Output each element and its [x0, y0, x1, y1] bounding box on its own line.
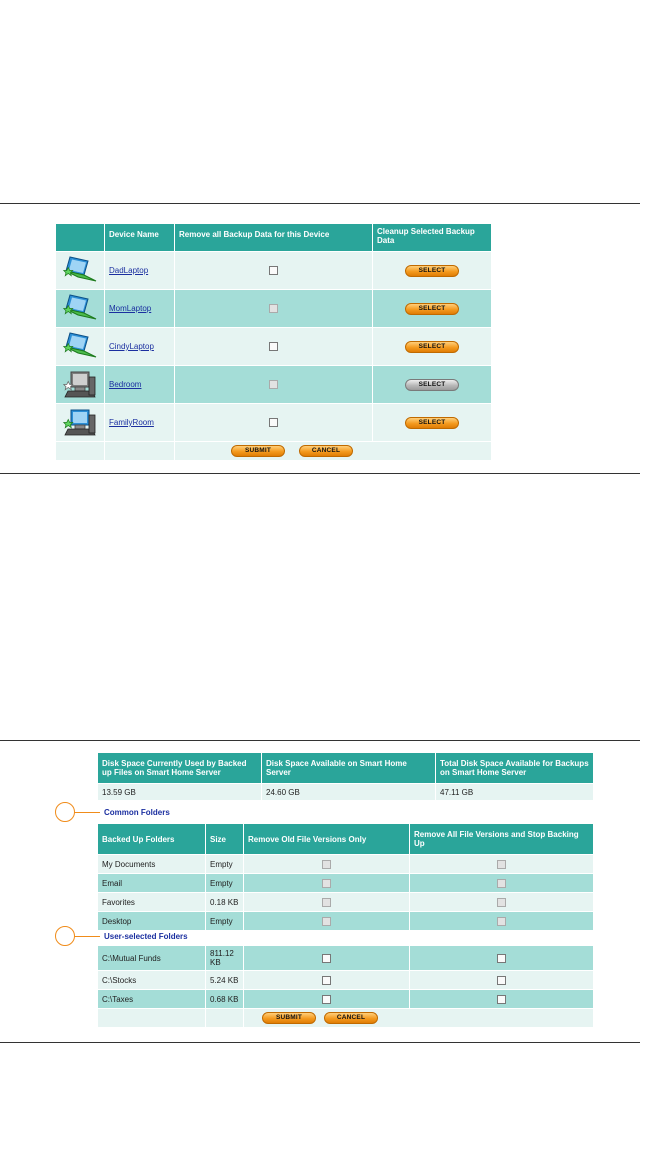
- remove-all-versions-checkbox[interactable]: [497, 898, 506, 907]
- submit-button[interactable]: SUBMIT: [231, 445, 285, 457]
- device-row: [56, 328, 492, 366]
- device-name-link[interactable]: FamilyRoom: [109, 418, 154, 427]
- remove-all-versions-checkbox[interactable]: [497, 995, 506, 1004]
- total-space-value: 47.11 GB: [436, 784, 594, 801]
- cancel-button[interactable]: CANCEL: [324, 1012, 378, 1024]
- remove-all-versions-checkbox[interactable]: [497, 860, 506, 869]
- device-name-cell: [105, 290, 175, 328]
- remove-old-checkbox[interactable]: [322, 954, 331, 963]
- remove-old-cell: [244, 893, 410, 912]
- remove-all-versions-cell: [410, 990, 594, 1009]
- common-folders-panel: [97, 823, 594, 931]
- folder-size: Empty: [206, 874, 244, 893]
- remove-all-versions-cell: [410, 855, 594, 874]
- folder-row: [98, 946, 594, 971]
- device-name-link[interactable]: CindyLaptop: [109, 342, 154, 351]
- folder-size: Empty: [206, 855, 244, 874]
- remove-all-cell: [175, 404, 373, 442]
- laptop-icon: [62, 255, 98, 287]
- disk-stats-panel: [97, 752, 594, 801]
- remove-all-cell: [175, 290, 373, 328]
- remove-old-cell: [244, 874, 410, 893]
- device-row: [56, 366, 492, 404]
- folder-name: C:\Mutual Funds: [98, 946, 206, 971]
- laptop-icon: [62, 331, 98, 363]
- remove-all-checkbox[interactable]: [269, 266, 278, 275]
- lower-top-divider: [0, 740, 640, 741]
- common-folders-table: [97, 823, 594, 931]
- bottom-divider: [0, 1042, 640, 1043]
- device-row: [56, 404, 492, 442]
- available-space-header: Disk Space Available on Smart Home Server: [262, 753, 436, 784]
- device-table: [55, 223, 492, 461]
- folder-size: 5.24 KB: [206, 971, 244, 990]
- empty-cell: [206, 1009, 244, 1028]
- remove-all-cell: [175, 366, 373, 404]
- remove-old-checkbox[interactable]: [322, 898, 331, 907]
- device-row: [56, 252, 492, 290]
- device-actions-row: [56, 442, 492, 461]
- remove-all-versions-cell: [410, 893, 594, 912]
- device-icon-cell: [56, 404, 105, 442]
- callout-marker-1: [55, 802, 75, 822]
- user-folders-panel: [97, 945, 594, 1028]
- remove-all-header: Remove all Backup Data for this Device: [175, 224, 373, 252]
- folder-row: [98, 874, 594, 893]
- empty-cell: [56, 442, 105, 461]
- select-button[interactable]: SELECT: [405, 341, 459, 353]
- remove-all-checkbox[interactable]: [269, 380, 278, 389]
- folder-size: 0.18 KB: [206, 893, 244, 912]
- middle-divider: [0, 473, 640, 474]
- used-space-header: Disk Space Currently Used by Backed up Files on Smart Home Server: [98, 753, 262, 784]
- folder-name: My Documents: [98, 855, 206, 874]
- remove-all-cell: [175, 328, 373, 366]
- device-name-link[interactable]: Bedroom: [109, 380, 142, 389]
- folder-row: [98, 893, 594, 912]
- remove-all-checkbox[interactable]: [269, 304, 278, 313]
- remove-all-versions-checkbox[interactable]: [497, 917, 506, 926]
- folder-actions-row: [98, 1009, 594, 1028]
- cancel-button[interactable]: CANCEL: [299, 445, 353, 457]
- empty-cell: [105, 442, 175, 461]
- common-folders-title: Common Folders: [104, 808, 170, 817]
- select-button[interactable]: SELECT: [405, 379, 459, 391]
- remove-all-cell: [175, 252, 373, 290]
- desktop-computer-icon: [62, 369, 98, 401]
- device-cleanup-panel: [55, 223, 492, 461]
- used-space-value: 13.59 GB: [98, 784, 262, 801]
- device-icon-cell: [56, 252, 105, 290]
- device-name-link[interactable]: MomLaptop: [109, 304, 152, 313]
- disk-stats-table: [97, 752, 594, 801]
- select-cell: [373, 290, 492, 328]
- remove-old-checkbox[interactable]: [322, 879, 331, 888]
- total-space-header: Total Disk Space Available for Backups on Smart Home Server: [436, 753, 594, 784]
- remove-all-versions-checkbox[interactable]: [497, 976, 506, 985]
- laptop-icon: [62, 293, 98, 325]
- remove-old-checkbox[interactable]: [322, 917, 331, 926]
- top-divider: [0, 203, 640, 204]
- device-name-header: Device Name: [105, 224, 175, 252]
- callout-line-2: [74, 936, 100, 937]
- remove-old-checkbox[interactable]: [322, 995, 331, 1004]
- remove-old-cell: [244, 855, 410, 874]
- available-space-value: 24.60 GB: [262, 784, 436, 801]
- folder-size: 811.12 KB: [206, 946, 244, 971]
- remove-old-cell: [244, 990, 410, 1009]
- device-icon-cell: [56, 328, 105, 366]
- device-name-link[interactable]: DadLaptop: [109, 266, 149, 275]
- remove-old-cell: [244, 912, 410, 931]
- device-icon-cell: [56, 290, 105, 328]
- remove-all-versions-checkbox[interactable]: [497, 954, 506, 963]
- remove-all-versions-cell: [410, 874, 594, 893]
- remove-all-versions-header: Remove All File Versions and Stop Backing Up: [410, 824, 594, 855]
- submit-button[interactable]: SUBMIT: [262, 1012, 316, 1024]
- folder-name: Desktop: [98, 912, 206, 931]
- folder-name: Favorites: [98, 893, 206, 912]
- remove-old-checkbox[interactable]: [322, 976, 331, 985]
- folder-row: [98, 971, 594, 990]
- actions-cell: [175, 442, 492, 461]
- callout-line-1: [74, 812, 100, 813]
- remove-all-versions-cell: [410, 946, 594, 971]
- device-name-cell: [105, 328, 175, 366]
- user-folders-title: User-selected Folders: [104, 932, 188, 941]
- remove-old-checkbox[interactable]: [322, 860, 331, 869]
- folders-header: Backed Up Folders: [98, 824, 206, 855]
- device-row: [56, 290, 492, 328]
- folder-name: Email: [98, 874, 206, 893]
- empty-cell: [98, 1009, 206, 1028]
- remove-old-header: Remove Old File Versions Only: [244, 824, 410, 855]
- folder-size: 0.68 KB: [206, 990, 244, 1009]
- select-cell: [373, 328, 492, 366]
- select-cell: [373, 366, 492, 404]
- device-icon-cell: [56, 366, 105, 404]
- select-button[interactable]: SELECT: [405, 417, 459, 429]
- select-cell: [373, 404, 492, 442]
- device-name-cell: [105, 404, 175, 442]
- icon-column-header: [56, 224, 105, 252]
- device-name-cell: [105, 366, 175, 404]
- remove-all-checkbox[interactable]: [269, 418, 278, 427]
- size-header: Size: [206, 824, 244, 855]
- folder-name: C:\Taxes: [98, 990, 206, 1009]
- folder-name: C:\Stocks: [98, 971, 206, 990]
- device-name-cell: [105, 252, 175, 290]
- remove-all-checkbox[interactable]: [269, 342, 278, 351]
- remove-old-cell: [244, 946, 410, 971]
- actions-cell: [244, 1009, 594, 1028]
- remove-all-versions-cell: [410, 912, 594, 931]
- remove-old-cell: [244, 971, 410, 990]
- remove-all-versions-checkbox[interactable]: [497, 879, 506, 888]
- select-button[interactable]: SELECT: [405, 265, 459, 277]
- folder-size: Empty: [206, 912, 244, 931]
- select-cell: [373, 252, 492, 290]
- folder-row: [98, 990, 594, 1009]
- user-folders-table: [97, 945, 594, 1028]
- cleanup-header: Cleanup Selected Backup Data: [373, 224, 492, 252]
- desktop-computer-icon: [62, 407, 98, 439]
- folder-row: [98, 855, 594, 874]
- select-button[interactable]: SELECT: [405, 303, 459, 315]
- callout-marker-2: [55, 926, 75, 946]
- folder-row: [98, 912, 594, 931]
- remove-all-versions-cell: [410, 971, 594, 990]
